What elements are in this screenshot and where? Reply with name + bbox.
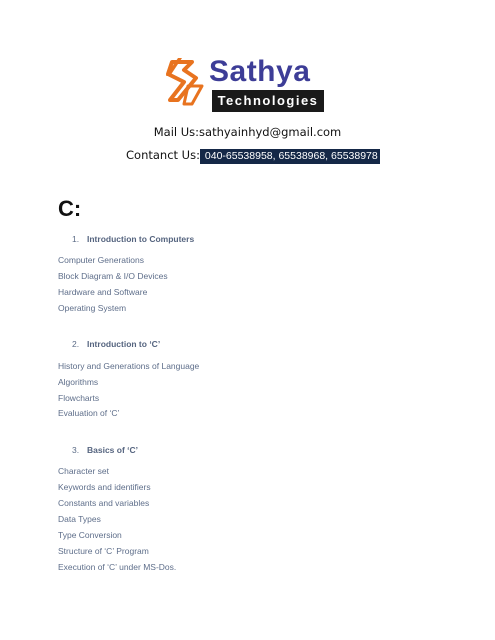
topic-item: Block Diagram & I/O Devices [58, 271, 168, 281]
course-title: C: [58, 196, 82, 221]
section-number: 3. [72, 445, 80, 455]
section-number: 1. [72, 234, 80, 244]
topic-item: Constants and variables [58, 498, 150, 508]
topic-item: Algorithms [58, 377, 99, 387]
contact-line [126, 148, 380, 162]
topic-item: Data Types [58, 514, 101, 524]
topic-item: Operating System [58, 303, 127, 313]
topic-item: Character set [58, 466, 110, 476]
logo-tagline: Technologies [212, 90, 324, 112]
topic-item: Structure of ‘C’ Program [58, 546, 149, 556]
topic-item: Hardware and Software [58, 287, 148, 297]
section-heading [72, 339, 160, 349]
sathya-logo-mark-icon [162, 56, 208, 108]
section-title: Introduction to ‘C’ [87, 339, 161, 349]
topic-item: Evaluation of ‘C’ [58, 408, 120, 418]
section-number: 2. [72, 339, 80, 349]
sathya-logo [162, 56, 326, 114]
topic-item: Type Conversion [58, 530, 122, 540]
section-title: Introduction to Computers [87, 234, 195, 244]
contact-label: Contanct Us: [126, 148, 200, 162]
topic-item: Keywords and identifiers [58, 482, 151, 492]
topic-item: Computer Generations [58, 255, 144, 265]
section-heading [72, 445, 138, 455]
logo-wordmark: Sathya [209, 55, 311, 88]
contact-phones: 040-65538958, 65538968, 65538978 [201, 150, 378, 162]
topic-item: Flowcharts [58, 393, 100, 403]
section-heading [72, 234, 194, 244]
mail-line: Mail Us:sathyainhyd@gmail.com [153, 125, 342, 139]
section-title: Basics of ‘C’ [87, 445, 139, 455]
topic-item: Execution of ‘C’ under MS-Dos. [58, 562, 177, 572]
topic-item: History and Generations of Language [58, 361, 200, 371]
